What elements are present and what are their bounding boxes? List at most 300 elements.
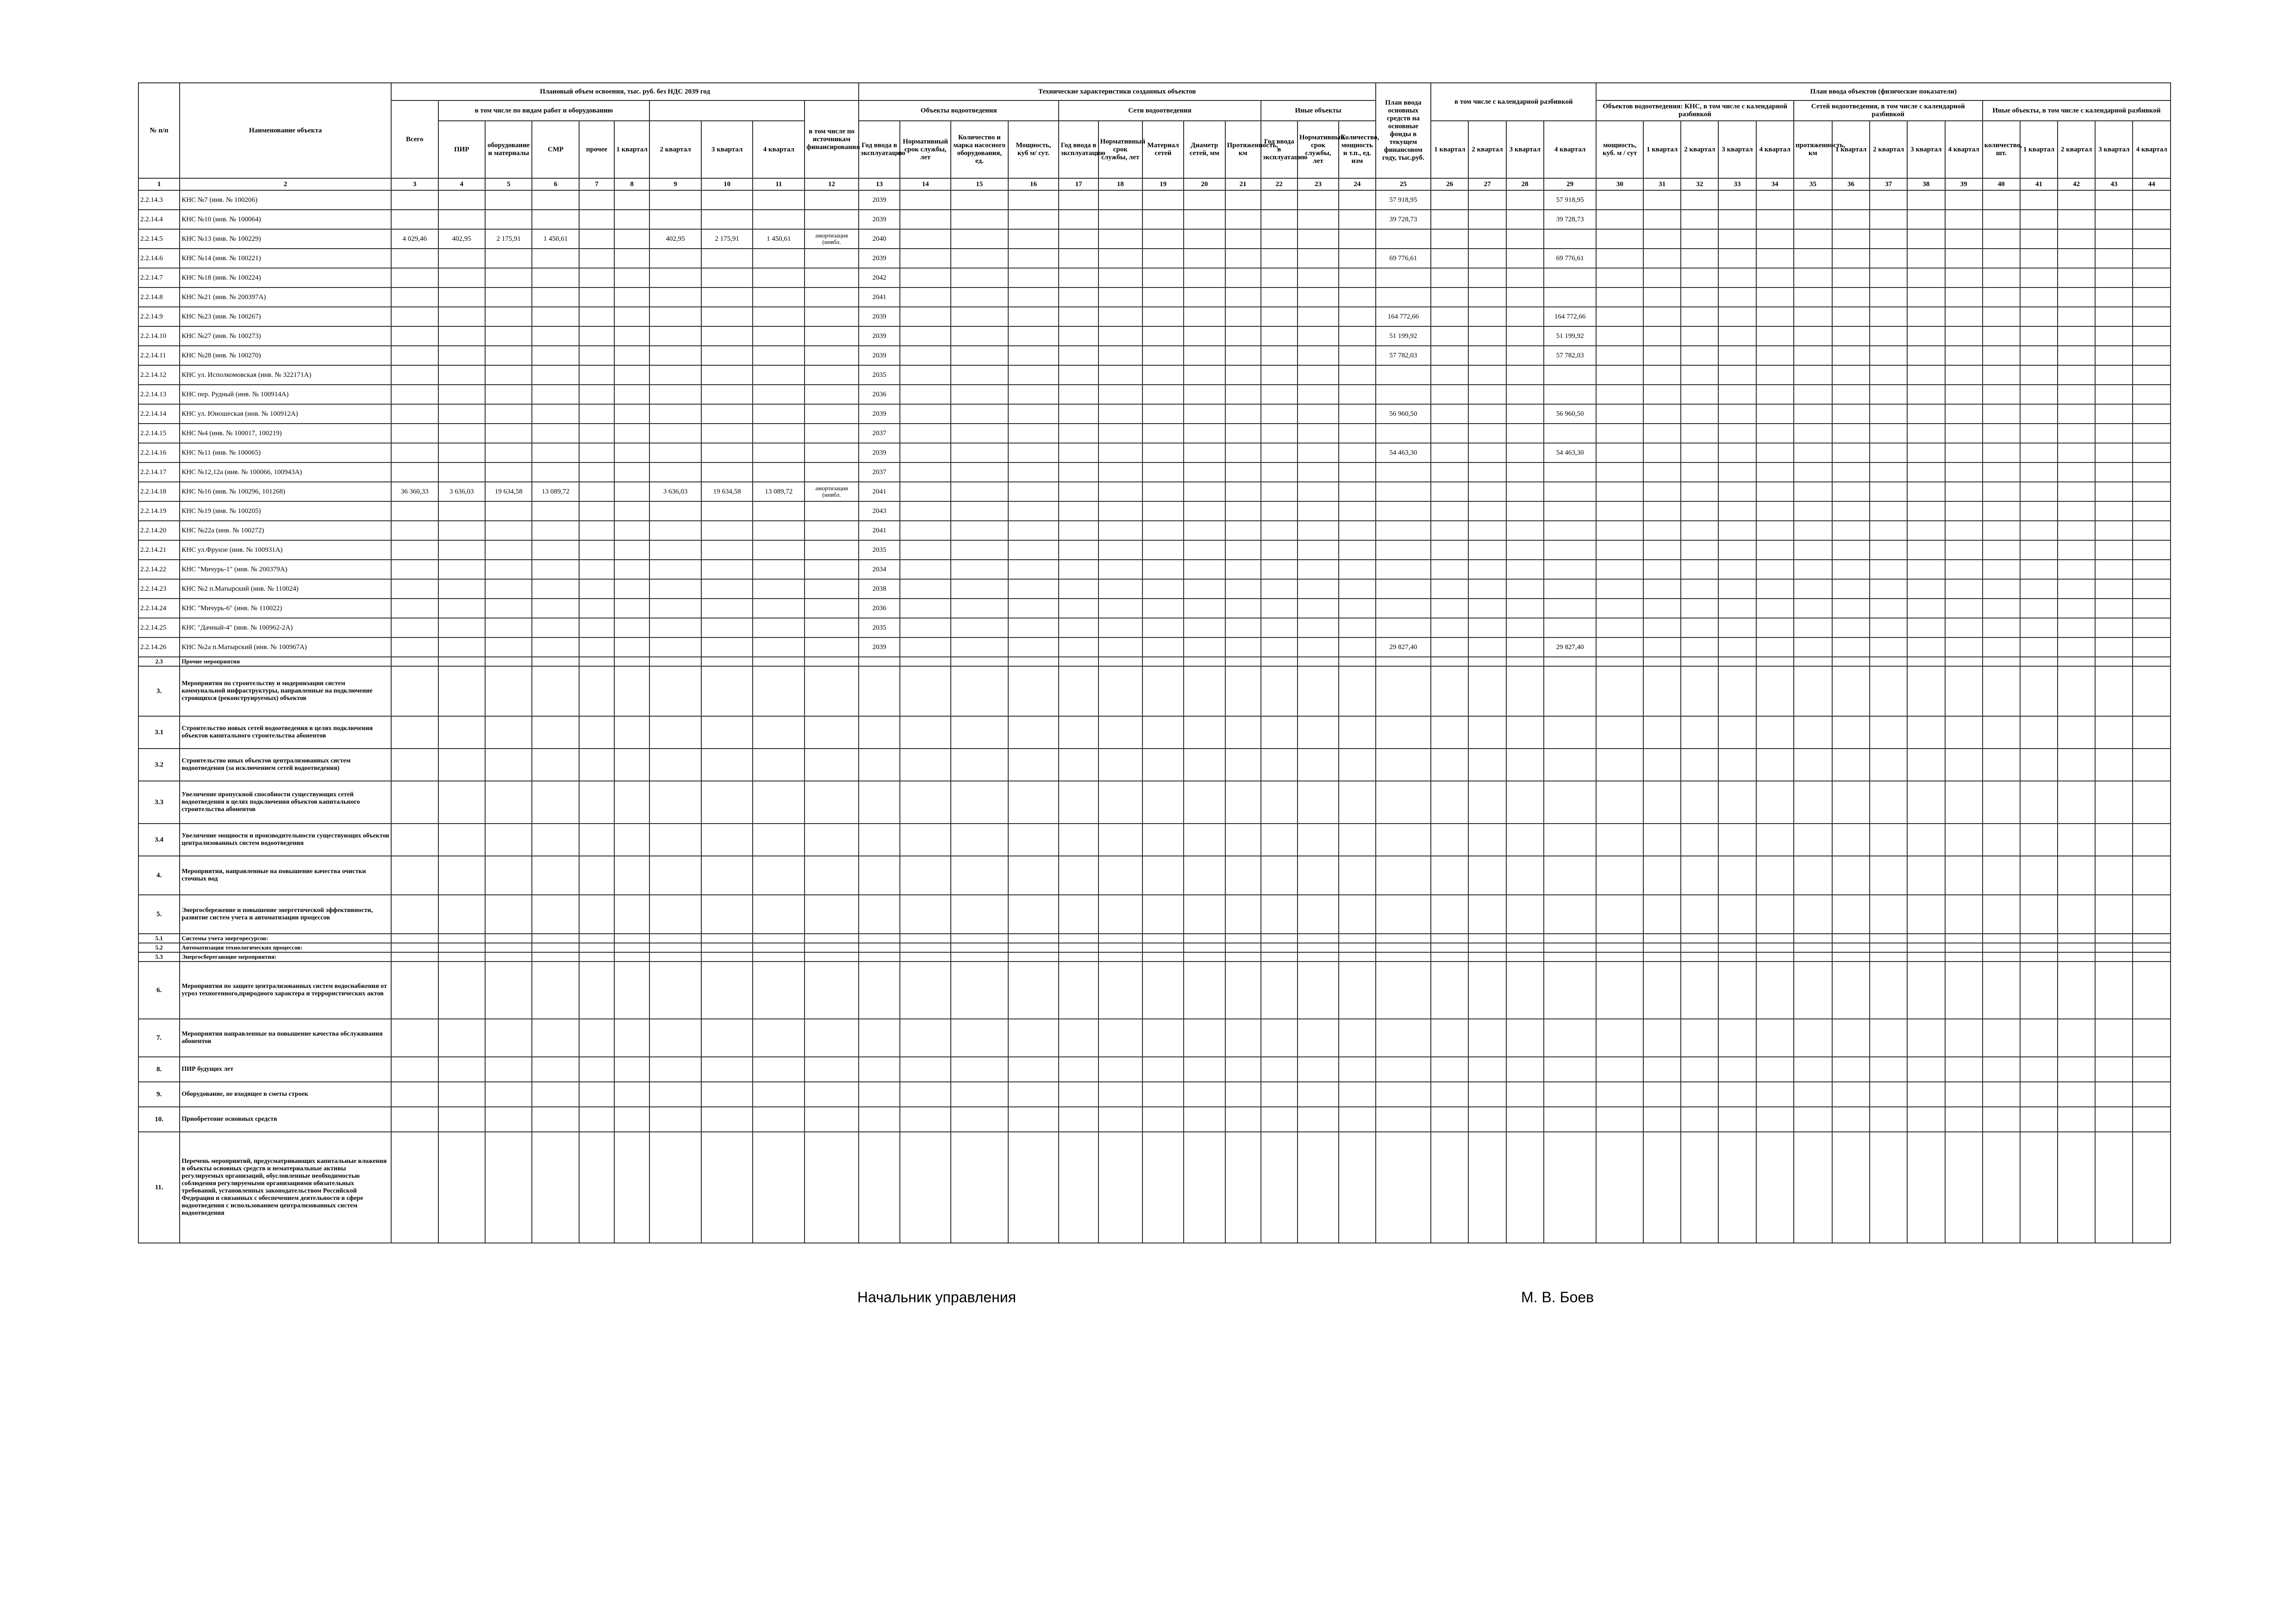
- table-cell: 2.3: [138, 657, 180, 666]
- table-cell: [1184, 540, 1225, 560]
- table-cell: КНС №11 (инв. № 100065): [180, 443, 391, 462]
- table-cell: [1945, 443, 1983, 462]
- table-cell: [1098, 540, 1142, 560]
- table-cell: [1643, 856, 1681, 895]
- table-cell: [1059, 404, 1098, 424]
- table-cell: [1008, 404, 1059, 424]
- table-cell: [2020, 856, 2058, 895]
- table-cell: [485, 1132, 532, 1243]
- table-cell: [1298, 824, 1339, 856]
- table-cell: [1506, 443, 1544, 462]
- table-cell: [1681, 560, 1718, 579]
- table-cell: [701, 579, 753, 599]
- table-cell: 4 029,46: [391, 229, 438, 249]
- table-cell: [1098, 962, 1142, 1019]
- table-cell: [1870, 637, 1907, 657]
- pir-header: ПИР: [438, 121, 485, 178]
- table-cell: [951, 599, 1008, 618]
- table-cell: [1098, 462, 1142, 482]
- table-cell: [2058, 229, 2095, 249]
- table-cell: [1431, 943, 1468, 952]
- table-cell: [1098, 346, 1142, 365]
- table-cell: [1643, 824, 1681, 856]
- table-cell: [1907, 210, 1945, 229]
- table-cell: [2020, 190, 2058, 210]
- table-cell: [1261, 1057, 1298, 1082]
- table-cell: [391, 934, 438, 943]
- table-cell: [614, 443, 649, 462]
- col-index-cell: 20: [1184, 178, 1225, 190]
- table-cell: [1870, 268, 1907, 287]
- table-cell: 4.: [138, 856, 180, 895]
- table-cell: [2133, 307, 2171, 326]
- table-cell: [1184, 249, 1225, 268]
- table-cell: [900, 482, 951, 501]
- table-cell: [532, 934, 579, 943]
- table-cell: [951, 190, 1008, 210]
- table-cell: [1339, 229, 1375, 249]
- table-cell: [2058, 365, 2095, 385]
- table-cell: [1596, 1019, 1643, 1057]
- table-cell: [1008, 618, 1059, 637]
- q1-header: 1 квартал: [614, 121, 649, 178]
- table-cell: [1339, 1132, 1375, 1243]
- table-cell: [1945, 657, 1983, 666]
- table-cell: [2095, 943, 2133, 952]
- table-cell: [438, 1082, 485, 1107]
- table-cell: [1596, 1132, 1643, 1243]
- table-cell: [1008, 1132, 1059, 1243]
- table-cell: [1261, 943, 1298, 952]
- table-cell: [391, 749, 438, 781]
- table-cell: 3 636,03: [438, 482, 485, 501]
- table-cell: [1008, 1057, 1059, 1082]
- table-cell: [1643, 190, 1681, 210]
- table-cell: [614, 190, 649, 210]
- table-cell: [1643, 540, 1681, 560]
- table-cell: [1596, 618, 1643, 637]
- table-cell: 3.3: [138, 781, 180, 824]
- table-cell: [900, 962, 951, 1019]
- table-cell: [1059, 579, 1098, 599]
- table-cell: [2133, 385, 2171, 404]
- table-cell: [2095, 307, 2133, 326]
- table-cell: [391, 443, 438, 462]
- table-cell: [701, 326, 753, 346]
- table-cell: [1907, 560, 1945, 579]
- table-cell: [1261, 856, 1298, 895]
- table-cell: [438, 824, 485, 856]
- table-cell: [1008, 943, 1059, 952]
- table-cell: [438, 943, 485, 952]
- table-cell: [1907, 443, 1945, 462]
- table-cell: [805, 952, 859, 962]
- table-cell: [1376, 1057, 1431, 1082]
- table-cell: [805, 895, 859, 934]
- table-cell: [438, 540, 485, 560]
- table-cell: [1098, 210, 1142, 229]
- table-cell: [753, 637, 805, 657]
- table-cell: [1261, 1107, 1298, 1132]
- table-cell: [1832, 637, 1870, 657]
- table-cell: [1008, 952, 1059, 962]
- table-cell: [1506, 268, 1544, 287]
- table-cell: [1376, 1019, 1431, 1057]
- table-cell: [1870, 824, 1907, 856]
- table-cell: [649, 749, 701, 781]
- table-cell: КНС "Мичурь-1" (инв. № 200379А): [180, 560, 391, 579]
- table-cell: [1008, 462, 1059, 482]
- table-cell: [2133, 781, 2171, 824]
- networks-life-header: Нормативный срок службы, лет: [1098, 121, 1142, 178]
- table-row: [138, 618, 2171, 637]
- table-cell: [805, 326, 859, 346]
- table-cell: [1059, 943, 1098, 952]
- table-cell: [1756, 287, 1794, 307]
- table-cell: [1142, 637, 1184, 657]
- table-cell: [1142, 346, 1184, 365]
- table-cell: [2095, 1107, 2133, 1132]
- table-cell: [1431, 462, 1468, 482]
- table-cell: [951, 952, 1008, 962]
- table-cell: [1756, 501, 1794, 521]
- table-cell: [1832, 599, 1870, 618]
- table-cell: [1142, 716, 1184, 749]
- table-cell: КНС №10 (инв. № 100064): [180, 210, 391, 229]
- table-cell: [579, 749, 614, 781]
- table-cell: [1506, 210, 1544, 229]
- table-cell: [1298, 943, 1339, 952]
- table-cell: [1718, 716, 1756, 749]
- table-cell: [1983, 540, 2020, 560]
- tech-chars-header: Технические характеристики созданных объектов: [859, 83, 1376, 100]
- table-cell: [1681, 482, 1718, 501]
- table-cell: [1907, 657, 1945, 666]
- table-cell: [1225, 540, 1261, 560]
- table-cell: [1184, 599, 1225, 618]
- table-cell: [1339, 307, 1375, 326]
- table-cell: [900, 1019, 951, 1057]
- table-cell: [1681, 943, 1718, 952]
- table-cell: [485, 1107, 532, 1132]
- table-cell: [1643, 781, 1681, 824]
- table-cell: [1718, 326, 1756, 346]
- table-cell: 2039: [859, 249, 900, 268]
- fixed-assets-plan-header: План ввода основных средств на основные фонды в текущем финансовом году, тыс.руб.: [1376, 83, 1431, 178]
- table-cell: [1468, 666, 1506, 716]
- table-cell: [1756, 210, 1794, 229]
- table-cell: 2.2.14.3: [138, 190, 180, 210]
- table-cell: [2020, 424, 2058, 443]
- table-cell: [1794, 962, 1832, 1019]
- year-commissioning-header: Год ввода в эксплуатацию: [859, 121, 900, 178]
- table-cell: [1098, 1082, 1142, 1107]
- table-cell: [1643, 346, 1681, 365]
- table-cell: [1376, 943, 1431, 952]
- table-cell: [1945, 666, 1983, 716]
- table-cell: [2020, 618, 2058, 637]
- table-cell: 39 728,73: [1376, 210, 1431, 229]
- table-cell: [1681, 824, 1718, 856]
- table-cell: КНС №23 (инв. № 100267): [180, 307, 391, 326]
- table-cell: [701, 249, 753, 268]
- table-cell: [1184, 666, 1225, 716]
- table-cell: [1870, 599, 1907, 618]
- table-cell: [1339, 666, 1375, 716]
- table-cell: [951, 579, 1008, 599]
- table-cell: [2095, 895, 2133, 934]
- table-cell: [1059, 824, 1098, 856]
- table-cell: [701, 657, 753, 666]
- table-row: [138, 346, 2171, 365]
- table-cell: [532, 637, 579, 657]
- table-cell: [859, 1057, 900, 1082]
- table-cell: [1506, 326, 1544, 346]
- table-cell: [1596, 443, 1643, 462]
- table-cell: [805, 856, 859, 895]
- table-cell: [1832, 482, 1870, 501]
- table-cell: [579, 943, 614, 952]
- table-row: [138, 521, 2171, 540]
- table-cell: [1832, 229, 1870, 249]
- table-cell: [1468, 424, 1506, 443]
- table-cell: [579, 856, 614, 895]
- table-cell: [1756, 307, 1794, 326]
- table-cell: [1376, 952, 1431, 962]
- table-cell: [1756, 521, 1794, 540]
- table-cell: [1718, 637, 1756, 657]
- table-cell: [1907, 385, 1945, 404]
- table-cell: [1983, 716, 2020, 749]
- table-cell: [2095, 482, 2133, 501]
- table-cell: [1907, 424, 1945, 443]
- table-cell: 2.2.14.19: [138, 501, 180, 521]
- table-row: [138, 443, 2171, 462]
- table-cell: [1756, 443, 1794, 462]
- table-cell: [1506, 385, 1544, 404]
- table-cell: [2133, 1082, 2171, 1107]
- table-cell: [900, 210, 951, 229]
- table-cell: [485, 365, 532, 385]
- table-cell: [532, 579, 579, 599]
- table-cell: [1544, 716, 1597, 749]
- table-cell: [1544, 540, 1597, 560]
- table-cell: [701, 1082, 753, 1107]
- table-cell: 2.2.14.17: [138, 462, 180, 482]
- table-cell: [951, 326, 1008, 346]
- table-cell: 29 827,40: [1376, 637, 1431, 657]
- table-cell: [2058, 404, 2095, 424]
- table-cell: [2095, 385, 2133, 404]
- table-cell: [1596, 229, 1643, 249]
- table-cell: [1098, 666, 1142, 716]
- table-cell: [753, 1019, 805, 1057]
- table-row: [138, 210, 2171, 229]
- table-cell: 2.2.14.15: [138, 424, 180, 443]
- table-cell: [1059, 1057, 1098, 1082]
- table-cell: [1907, 249, 1945, 268]
- table-cell: [753, 749, 805, 781]
- table-cell: [1681, 1107, 1718, 1132]
- table-cell: [614, 618, 649, 637]
- table-cell: [1468, 365, 1506, 385]
- table-cell: [2133, 824, 2171, 856]
- table-cell: [1008, 579, 1059, 599]
- table-cell: [1059, 1107, 1098, 1132]
- table-cell: [1907, 326, 1945, 346]
- table-cell: [951, 781, 1008, 824]
- col-index-cell: 10: [701, 178, 753, 190]
- table-cell: [1184, 268, 1225, 287]
- table-cell: [1596, 365, 1643, 385]
- table-cell: [1983, 326, 2020, 346]
- table-cell: [1142, 824, 1184, 856]
- table-cell: [1008, 307, 1059, 326]
- table-cell: [438, 190, 485, 210]
- table-cell: [1376, 521, 1431, 540]
- table-cell: [1059, 895, 1098, 934]
- table-cell: [1506, 1019, 1544, 1057]
- table-cell: [1794, 1107, 1832, 1132]
- table-cell: [1643, 1057, 1681, 1082]
- table-cell: [1142, 287, 1184, 307]
- table-cell: [2095, 599, 2133, 618]
- table-cell: [2133, 657, 2171, 666]
- col-index-cell: 21: [1225, 178, 1261, 190]
- table-cell: [805, 824, 859, 856]
- table-cell: [1225, 249, 1261, 268]
- table-cell: [1832, 1057, 1870, 1082]
- table-cell: [1376, 1132, 1431, 1243]
- table-cell: [1681, 443, 1718, 462]
- table-cell: [649, 952, 701, 962]
- table-cell: [1142, 856, 1184, 895]
- table-cell: 36 360,33: [391, 482, 438, 501]
- table-cell: [579, 385, 614, 404]
- table-cell: [1643, 1019, 1681, 1057]
- table-cell: [532, 501, 579, 521]
- table-cell: [485, 424, 532, 443]
- table-cell: [2095, 637, 2133, 657]
- table-cell: [1468, 895, 1506, 934]
- section-row: [138, 952, 2171, 962]
- table-cell: 2039: [859, 307, 900, 326]
- table-cell: 1 450,61: [532, 229, 579, 249]
- table-cell: 10.: [138, 1107, 180, 1132]
- table-cell: [1907, 599, 1945, 618]
- table-cell: [438, 560, 485, 579]
- table-cell: [1098, 637, 1142, 657]
- table-cell: [1261, 307, 1298, 326]
- table-cell: [1945, 824, 1983, 856]
- table-cell: [1794, 326, 1832, 346]
- table-cell: [1339, 560, 1375, 579]
- table-cell: [1832, 540, 1870, 560]
- table-cell: [951, 1019, 1008, 1057]
- table-cell: [1718, 599, 1756, 618]
- table-cell: [1376, 482, 1431, 501]
- table-row: [138, 385, 2171, 404]
- table-cell: [1184, 895, 1225, 934]
- table-cell: [1945, 618, 1983, 637]
- table-cell: [859, 1082, 900, 1107]
- table-cell: 2036: [859, 385, 900, 404]
- table-cell: 5.3: [138, 952, 180, 962]
- table-cell: [1718, 579, 1756, 599]
- table-cell: [614, 249, 649, 268]
- table-cell: [1431, 637, 1468, 657]
- smr-header: СМР: [532, 121, 579, 178]
- table-cell: [1870, 1057, 1907, 1082]
- table-cell: [2058, 268, 2095, 287]
- table-cell: [1184, 962, 1225, 1019]
- table-cell: [1506, 307, 1544, 326]
- table-cell: [532, 287, 579, 307]
- table-cell: [1945, 716, 1983, 749]
- table-cell: [579, 1019, 614, 1057]
- table-cell: [805, 1082, 859, 1107]
- table-cell: [1184, 482, 1225, 501]
- table-cell: [805, 346, 859, 365]
- table-cell: [1945, 856, 1983, 895]
- table-cell: 2.2.14.24: [138, 599, 180, 618]
- table-cell: [951, 424, 1008, 443]
- table-cell: [1339, 521, 1375, 540]
- table-cell: [1261, 934, 1298, 943]
- table-cell: [805, 190, 859, 210]
- table-cell: [2133, 856, 2171, 895]
- table-cell: [485, 749, 532, 781]
- table-cell: [579, 540, 614, 560]
- table-cell: [1794, 599, 1832, 618]
- table-cell: [1098, 385, 1142, 404]
- table-cell: [900, 385, 951, 404]
- table-cell: [438, 346, 485, 365]
- table-cell: [2020, 934, 2058, 943]
- table-cell: [1298, 190, 1339, 210]
- table-cell: [1596, 560, 1643, 579]
- table-cell: [1544, 895, 1597, 934]
- table-cell: [701, 895, 753, 934]
- table-cell: [1339, 210, 1375, 229]
- table-cell: [1506, 618, 1544, 637]
- ww-networks-header: Сетей водоотведения, в том числе с календарной разбивкой: [1794, 100, 1983, 121]
- table-cell: [1756, 579, 1794, 599]
- table-cell: [485, 540, 532, 560]
- table-cell: 2041: [859, 482, 900, 501]
- table-cell: [805, 657, 859, 666]
- table-cell: [2058, 895, 2095, 934]
- table-cell: [1376, 385, 1431, 404]
- table-cell: [2058, 952, 2095, 962]
- table-cell: 3.: [138, 666, 180, 716]
- table-cell: [1643, 210, 1681, 229]
- table-cell: [1339, 637, 1375, 657]
- section-row: [138, 856, 2171, 895]
- table-cell: [649, 962, 701, 1019]
- table-cell: [1945, 365, 1983, 385]
- table-cell: [1756, 404, 1794, 424]
- capacity-header: Мощность, куб м/ сут.: [1008, 121, 1059, 178]
- table-cell: [1506, 856, 1544, 895]
- table-cell: [805, 1132, 859, 1243]
- table-cell: [1718, 962, 1756, 1019]
- table-cell: [2133, 424, 2171, 443]
- table-cell: [438, 716, 485, 749]
- table-cell: [1945, 540, 1983, 560]
- table-cell: [1544, 599, 1597, 618]
- table-cell: [1142, 618, 1184, 637]
